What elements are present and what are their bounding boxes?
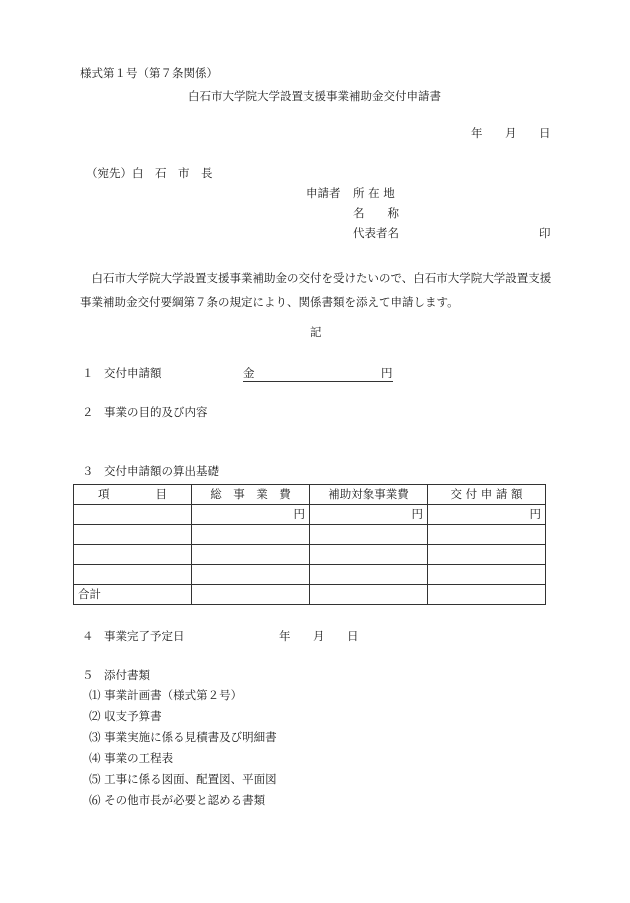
table-cell[interactable] (310, 545, 428, 565)
item3-number: ３ (82, 464, 94, 478)
addressee: （宛先）白 石 市 長 (86, 166, 213, 180)
table-total-row (74, 585, 546, 605)
unit-cell[interactable]: 円 (310, 505, 428, 525)
unit-cell[interactable]: 円 (192, 505, 310, 525)
applicant-label: 申請者 (306, 186, 341, 200)
date-month: 月 (505, 126, 517, 140)
table-cell[interactable] (310, 585, 428, 605)
table-cell[interactable] (74, 525, 192, 545)
document-title: 白石市大学院大学設置支援事業補助金交付申請書 (188, 89, 441, 103)
seal-mark: 印 (539, 226, 551, 240)
item2-label: 事業の目的及び内容 (104, 405, 208, 419)
table-cell[interactable] (74, 505, 192, 525)
address-label: 所 在 地 (353, 186, 395, 200)
ki-heading: 記 (310, 325, 322, 339)
completion-year: 年 (279, 629, 291, 643)
table-cell[interactable] (310, 565, 428, 585)
table-cell[interactable] (428, 565, 546, 585)
attachment-item: ⑴ 事業計画書（様式第２号） (89, 688, 243, 702)
representative-label: 代表者名 (353, 226, 399, 240)
table-cell[interactable] (192, 525, 310, 545)
table-row (74, 505, 546, 525)
table-cell[interactable] (74, 565, 192, 585)
item2-number: ２ (82, 405, 94, 419)
table-cell[interactable] (74, 545, 192, 565)
item1-label: 交付申請額 (104, 366, 162, 380)
item4-label: 事業完了予定日 (104, 629, 185, 643)
header-total-cost: 総 事 業 費 (192, 485, 310, 505)
table-cell[interactable] (192, 545, 310, 565)
amount-field[interactable] (243, 367, 393, 382)
item1-number: １ (82, 366, 94, 380)
application-statement: 白石市大学院大学設置支援事業補助金の交付を受けたいので、白石市大学院大学設置支援事業補助金交付要綱第７条の規定により、関係書類を添えて申請します。 (80, 271, 552, 309)
table-row (74, 525, 546, 545)
header-item: 項 目 (74, 485, 192, 505)
attachment-item: ⑹ その他市長が必要と認める書類 (89, 793, 266, 807)
attachment-item: ⑶ 事業実施に係る見積書及び明細書 (89, 730, 277, 744)
header-requested-amount: 交 付 申 請 額 (428, 485, 546, 505)
table-cell[interactable] (310, 525, 428, 545)
table-row (74, 565, 546, 585)
table-cell[interactable] (428, 545, 546, 565)
amount-prefix: 金 (243, 366, 255, 380)
attachment-item: ⑸ 工事に係る図面、配置図、平面図 (89, 772, 277, 786)
table-cell[interactable] (428, 525, 546, 545)
table-cell[interactable] (192, 585, 310, 605)
item5-number: ５ (82, 668, 94, 682)
amount-unit: 円 (381, 366, 393, 380)
calculation-table (73, 484, 546, 605)
date-year: 年 (471, 126, 483, 140)
item4-number: ４ (82, 629, 94, 643)
unit-cell[interactable]: 円 (428, 505, 546, 525)
total-label: 合計 (74, 585, 192, 605)
item5-label: 添付書類 (104, 668, 150, 682)
form-number: 様式第１号（第７条関係） (80, 66, 218, 80)
completion-day: 日 (347, 629, 359, 643)
completion-month: 月 (313, 629, 325, 643)
attachment-item: ⑵ 収支予算書 (89, 709, 162, 723)
table-header-row (74, 485, 546, 505)
table-cell[interactable] (428, 585, 546, 605)
item3-label: 交付申請額の算出基礎 (104, 464, 219, 478)
table-cell[interactable] (192, 565, 310, 585)
table-row (74, 545, 546, 565)
attachment-item: ⑷ 事業の工程表 (89, 751, 174, 765)
name-label: 名 称 (353, 206, 399, 220)
date-day: 日 (539, 126, 551, 140)
header-eligible-cost: 補助対象事業費 (310, 485, 428, 505)
